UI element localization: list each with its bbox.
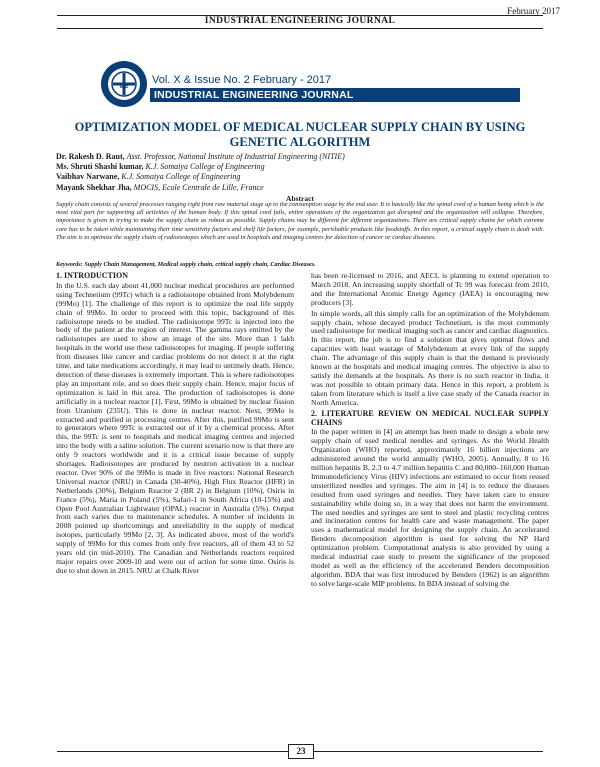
author-list	[56, 152, 544, 193]
paragraph: In simple words, all this simply calls for an optimization of the Molybdenum supply chain, whose decayed product Technetium, is the most commonly used radioisotope for medical imaging such as cancer and cardiac diagnostics. In this report, the job is to find a solution that gives optimal flows and capacities with least wastage of Molybdenum at every link of the supply chain. The advantage of this supply chain is that the demand is previously known at the hospitals and medical imaging centres. The objective is also to satisfy the demands at the hospitals. As there is no such reactor in India, it was not possible to obtain primary data. Hence in this report, a problem is taken from literature which is itself a live case study of the Canada reactor in North America.	[311, 308, 549, 407]
iiie-seal-icon	[100, 60, 148, 108]
author-affiliation: K.J. Somaiya College of Engineering	[145, 162, 265, 172]
author-name: Vaibhav Narwane,	[56, 172, 120, 182]
author-line	[56, 152, 544, 162]
issue-date: February 2017	[507, 6, 560, 16]
section-heading-introduction: 1. INTRODUCTION	[56, 271, 129, 280]
page-number: 23	[288, 744, 314, 759]
author-name: Ms. Shruti Shashi kumar,	[56, 162, 144, 172]
author-line	[56, 172, 544, 182]
left-column	[56, 272, 294, 578]
header-rule-bottom	[57, 28, 543, 29]
right-column	[311, 272, 549, 591]
author-name: Mayank Shekhar Jha,	[56, 182, 132, 192]
journal-banner: INDUSTRIAL ENGINEERING JOURNAL	[150, 88, 520, 102]
paper-title: OPTIMIZATION MODEL OF MEDICAL NUCLEAR SUPPLY CHAIN BY USING GENETIC ALGORITHM	[74, 120, 526, 149]
author-affiliation: K.J. Somaiya College of Engineering	[121, 172, 241, 182]
abstract-text: Supply chain consists of several processes ranging right from raw material stage up to the consumption stage by the end user. It is basically like the spinal cord of a human being which is the most vital part for supporting all activities of the human body. If this spinal cord fails, entire operations of the organization get disrupted and the organization will collapse. Therefore, importance is given in trying to make the supply chain as robust as possible. Supply chains may be different for different organizations. There are critical supply chains for which extreme care has to be taken while maintaining their time sensitivity factors and shelf life factors, for example, perishable products like foodstuffs. In this report, a critical supply chain is dealt with. The aim is to optimize the supply chain of radioisotopes which are used in hospitals and imaging centres for detection of cancer or cardiac diseases.	[56, 201, 544, 241]
author-line	[56, 183, 544, 193]
paragraph: has been re-licensed to 2016, and AECL is planning to extend operation to March 2018. An increasing supply shortfall of Tc 99 was forecast from 2010, and the International Atomic Energy Agency (IAEA) is encouraging new producers [3].	[311, 271, 549, 307]
author-name: Dr. Rakesh D. Raut,	[56, 152, 125, 161]
paragraph: In the paper written in [4] an attempt has been made to design a whole new supply chain of used medical needles and syringes. As the World Health Organization (WHO) reported, approximately 16 billion injections are administered around the world annually (WHO, 2005). Annually, 8 to 16 million hepatitis B, 2.3 to 4.7 million hepatitis C and 80,000–160,000 Human Immunodeficiency Virus (HIV) infections are estimated to occur from reused unsterilized needles and syringes. The aim in [4] is to reduce the diseases resulted from used syringes and needles. They have taken care to ensure sustainability while doing so, in a way that does not harm the environment. The used needles and syringes are sent to steel and plastic recycling centres and incineration centres for health care and waste management. The paper uses a mathematical model for designing the supply chain. An accelerated Benders decomposition algorithm is used for solving the NP Hard optimization problem. Computational analysis is also provided by using a medical industrial case study to present the significance of the proposed model as well as the efficiency of the accelerated Benders decomposition algorithm. BDA that was first introduced by Benders (1962) is an algorithm to solve large-scale MIP problems. In BDA instead of solving the	[311, 427, 549, 588]
paragraph: In the U.S. each day about 41,000 nuclear medical procedures are performed using Technetium (99Tc) which is a radioisotope obtained from Molybdenum (99Mo) [1]. The challenge of this report is to optimize the real life supply chain of 99Mo. In order to proceed with this topic, background of this radioisotope needs to be studied. The radioisotope 99Tc is injected into the body of the patient at the region of interest. The gamma rays emitted by the radioisotopes are used to show an image of the site. More than 1 lakh hospitals in the world use these radioisotopes for imaging. If people suffering from diseases like cancer and cardiac problems do not detect it at the right time, and take medications accordingly, it may lead to untimely death. Hence, detection of these diseases is extremely important. This is where radioisotopes play an important role, and so does their supply chain. Hence, major focus of optimization is laid in this area. The production of radioisotopes is done artificially in a nuclear reactor [1]. First, 99Mo is obtained by nuclear fission from Uranium (235U). This is done in nuclear reactor. Next, 99Mo is extracted and purified in processing centres. After this, purified 99Mo is sent to generators where 99Tc is extracted out of it by a chemical process. After this, the 99Tc is sent to hospitals and medical imaging centres and injected into the body with a saline solution. The current scenario now is that there are only 9 reactors worldwide and it is a critical issue because of supply shortages. Radioisotopes are produced by neutron activation in a nuclear reactor. Over 90% of the 99Mo is made in five reactors: National Research Universal reactor (NRU) in Canada (30-40%), High Flux Reactor (HFR) in Netherlands (30%), Belgium Reactor 2 (BR 2) in Belgium (10%), Osiris in France (5%), Maria in Poland (5%), Safari-1 in South Africa (10-15%) and Open Pool Australian Lightwater (OPAL) reactor in Australia (5%). Output from each varies due to maintenance schedules. A number of incidents in 2008 pointed up shortcomings and unreliability in the supply of medical isotopes, particularly 99Mo [2, 3]. As indicated above, most of the world's supply of 99Mo for this comes from only five reactors, all of them 43 to 52 years old (in mid-2010). The Canadian and Netherlands reactors required major repairs over 2009-10 and were out of action for some time. Osiris is due to shut down in 2015. NRU at Chalk River	[56, 280, 294, 575]
abstract-heading: Abstract	[286, 194, 314, 203]
svg-text:IIIE: IIIE	[119, 84, 129, 90]
author-line	[56, 162, 544, 172]
section-heading-literature-review: 2. LITERATURE REVIEW ON MEDICAL NUCLEAR SUPPLY CHAINS	[311, 408, 549, 427]
issue-line: Vol. X & Issue No. 2 February - 2017	[152, 74, 332, 86]
keywords: Keywords: Supply Chain Management, Medical supply chain, critical supply chain, Cardiac Diseases.	[56, 261, 316, 268]
author-affiliation: MOCIS, Ecole Centrale de Lille, France	[133, 182, 264, 192]
author-affiliation: Asst. Professor, National Institute of Industrial Engineering (NITIE)	[126, 152, 345, 161]
running-header: INDUSTRIAL ENGINEERING JOURNAL	[204, 16, 396, 26]
